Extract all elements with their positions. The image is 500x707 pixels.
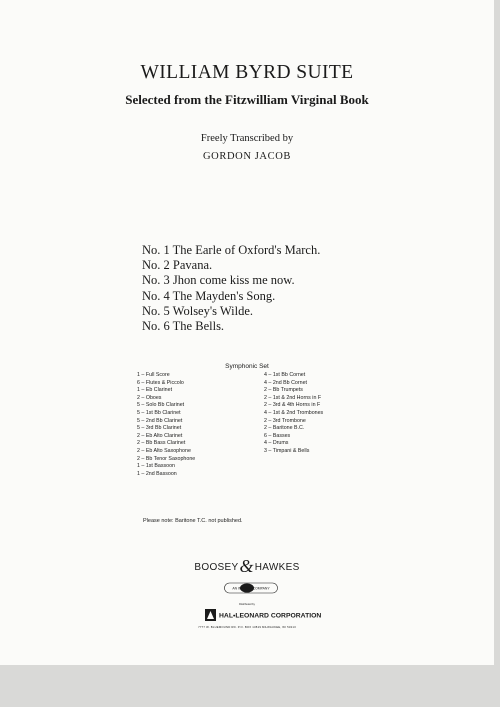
part-item: 5 – Solo Bb Clarinet — [137, 402, 185, 409]
set-heading: Symphonic Set — [225, 363, 269, 370]
publisher-name-right: HAWKES — [254, 562, 300, 573]
distributed-by-label: Distributed by — [239, 603, 255, 606]
parts-list-right — [264, 372, 323, 456]
movement-item: No. 4 The Mayden's Song. — [142, 288, 276, 303]
part-item: 3 – Timpani & Bells — [264, 447, 310, 454]
part-item: 1 – 1st Bassoon — [137, 463, 175, 470]
part-item: 1 – 2nd Bassoon — [137, 470, 177, 477]
part-item: 4 – 1st & 2nd Trombones — [264, 409, 324, 416]
imagem-company-logo — [224, 582, 278, 594]
part-item: 2 – Baritone B.C. — [264, 425, 305, 432]
part-item: 2 – Eb Alto Clarinet — [137, 432, 183, 439]
part-item: 2 – 1st & 2nd Horns in F — [264, 394, 322, 401]
part-item: 2 – Eb Alto Saxophone — [137, 447, 191, 454]
part-item: 4 – Drums — [264, 440, 289, 447]
publisher-ampersand: & — [239, 556, 254, 576]
publisher-name-left: BOOSEY — [194, 562, 239, 573]
movement-item: No. 3 Jhon come kiss me now. — [142, 273, 295, 288]
publication-note: Please note: Baritone T.C. not published. — [143, 518, 243, 524]
part-item: 1 – Eb Clarinet — [137, 387, 173, 394]
arranger-name: GORDON JACOB — [202, 151, 291, 162]
movement-item: No. 2 Pavana. — [142, 258, 213, 273]
part-item: 5 – 2nd Bb Clarinet — [137, 417, 183, 424]
part-item: 6 – Basses — [264, 432, 291, 439]
part-item: 2 – 3rd Trombone — [264, 417, 306, 424]
page-title: WILLIAM BYRD SUITE — [140, 62, 354, 83]
part-item: 2 – Oboes — [137, 394, 162, 401]
part-item: 2 – 3rd & 4th Horns in F — [264, 402, 321, 409]
parts-list-left — [137, 372, 195, 478]
movement-item: No. 1 The Earle of Oxford's March. — [142, 243, 321, 257]
part-item: 6 – Flutes & Piccolo — [137, 379, 184, 386]
part-item: 4 – 1st Bb Cornet — [264, 372, 306, 378]
page-subtitle: Selected from the Fitzwilliam Virginal Book — [125, 92, 369, 107]
distributor-logo-text: HAL•LEONARD CORPORATION — [219, 612, 322, 620]
movement-list — [142, 243, 320, 334]
company-logo-text: AN IMAGEM COMPANY — [232, 586, 270, 591]
publisher-address: 7777 W. BLUEMOUND RD. P.O. BOX 13819 MILWAUKEE, WI 53213 — [198, 625, 296, 629]
movement-item: No. 6 The Bells. — [142, 319, 225, 334]
part-item: 5 – 1st Bb Clarinet — [137, 409, 181, 416]
part-item: 5 – 3rd Bb Clarinet — [137, 425, 182, 432]
transcribed-by-label: Freely Transcribed by — [200, 133, 294, 144]
part-item: 1 – Full Score — [137, 372, 170, 378]
movement-item: No. 5 Wolsey's Wilde. — [142, 303, 254, 318]
part-item: 2 – Bb Bass Clarinet — [137, 440, 186, 447]
part-item: 4 – 2nd Bb Cornet — [264, 379, 307, 386]
publisher-logo — [0, 556, 494, 577]
part-item: 2 – Bb Tenor Saxophone — [137, 455, 196, 462]
part-item: 2 – Bb Trumpets — [264, 387, 303, 394]
hal-leonard-logo — [205, 608, 322, 622]
